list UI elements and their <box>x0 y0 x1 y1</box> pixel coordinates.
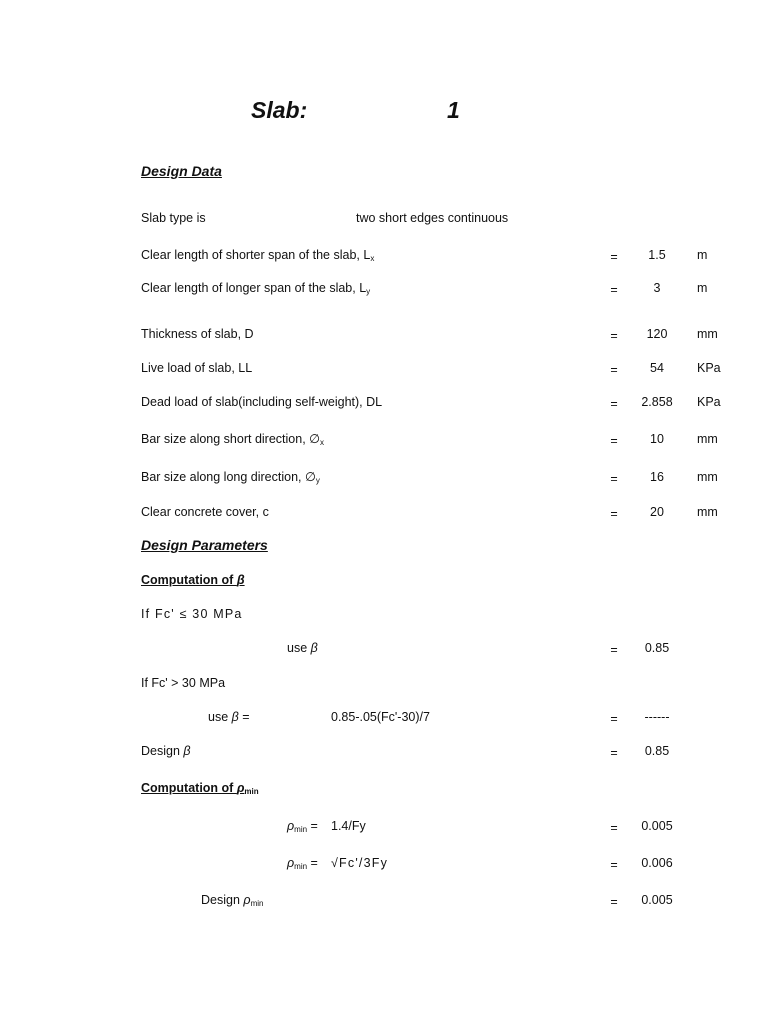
design-rho-min-value: 0.005 <box>641 893 673 907</box>
equals-sign: = <box>610 746 618 760</box>
row-unit: mm <box>697 470 718 484</box>
row-value: 3 <box>653 281 661 295</box>
equals-sign: = <box>610 858 618 872</box>
beta-formula: 0.85-.05(Fc'-30)/7 <box>331 710 430 724</box>
row-unit: mm <box>697 505 718 519</box>
design-parameters-heading: Design Parameters <box>141 537 268 553</box>
rho-min-heading: Computation of $\rho_{min}$ <box>141 781 259 796</box>
rho-min-symbol: $\rho_{min}$ = <box>287 819 318 834</box>
equals-sign: = <box>610 821 618 835</box>
row-value: 54 <box>650 361 664 375</box>
row-unit: m <box>697 248 708 262</box>
row-unit: mm <box>697 327 718 341</box>
beta-condition-1: If Fc' ≤ 30 MPa <box>141 607 243 621</box>
slab-number: 1 <box>447 97 460 123</box>
equals-sign: = <box>610 895 618 909</box>
equals-sign: = <box>610 363 618 377</box>
equals-sign: = <box>610 250 618 264</box>
equals-sign: = <box>610 283 618 297</box>
beta-value-1: 0.85 <box>644 641 670 655</box>
row-unit: m <box>697 281 708 295</box>
rho-value-2: 0.006 <box>641 856 673 870</box>
row-value: 20 <box>650 505 664 519</box>
row-label: Clear length of shorter span of the slab, $L_x$ <box>141 248 375 263</box>
rho-formula-1: 1.4/Fy <box>331 819 366 833</box>
rho-min-symbol: $\rho_{min}$ = <box>287 856 318 871</box>
row-label: Bar size along short direction, $\emptyset_x$ <box>141 432 325 447</box>
row-unit: KPa <box>697 361 721 375</box>
slab-type-value: two short edges continuous <box>356 211 509 225</box>
equals-sign: = <box>610 434 618 448</box>
equals-sign: = <box>610 507 618 521</box>
beta-condition-2: If Fc' > 30 MPa <box>141 676 226 690</box>
row-label: Dead load of slab(including self-weight), DL <box>141 395 383 409</box>
page-title: Slab: <box>251 97 308 123</box>
design-beta-value: 0.85 <box>644 744 670 758</box>
design-rho-min-label: Design $\rho_{min}$ <box>201 893 264 908</box>
row-value: 2.858 <box>641 395 673 409</box>
equals-sign: = <box>610 643 618 657</box>
beta-use-1: use β <box>287 641 318 655</box>
rho-value-1: 0.005 <box>641 819 673 833</box>
beta-value-2: ------ <box>644 710 670 724</box>
row-value: 10 <box>650 432 664 446</box>
row-label: Clear concrete cover, c <box>141 505 269 519</box>
row-value: 1.5 <box>648 248 666 262</box>
row-label: Clear length of longer span of the slab, $L_y$ <box>141 281 371 296</box>
equals-sign: = <box>610 712 618 726</box>
row-unit: mm <box>697 432 718 446</box>
row-value: 120 <box>646 327 668 341</box>
row-label: Thickness of slab, D <box>141 327 254 341</box>
row-unit: KPa <box>697 395 721 409</box>
row-value: 16 <box>650 470 664 484</box>
equals-sign: = <box>610 329 618 343</box>
rho-formula-2: √Fc'/3Fy <box>331 856 389 870</box>
row-label: Bar size along long direction, $\emptyset_y$ <box>141 470 320 485</box>
row-label: Live load of slab, LL <box>141 361 253 375</box>
beta-heading: Computation of β <box>141 573 245 587</box>
design-data-heading: Design Data <box>141 163 222 179</box>
equals-sign: = <box>610 472 618 486</box>
slab-type-label: Slab type is <box>141 211 206 225</box>
equals-sign: = <box>610 397 618 411</box>
design-beta-label: Design β <box>141 744 191 758</box>
beta-use-2: use β = <box>208 710 250 724</box>
